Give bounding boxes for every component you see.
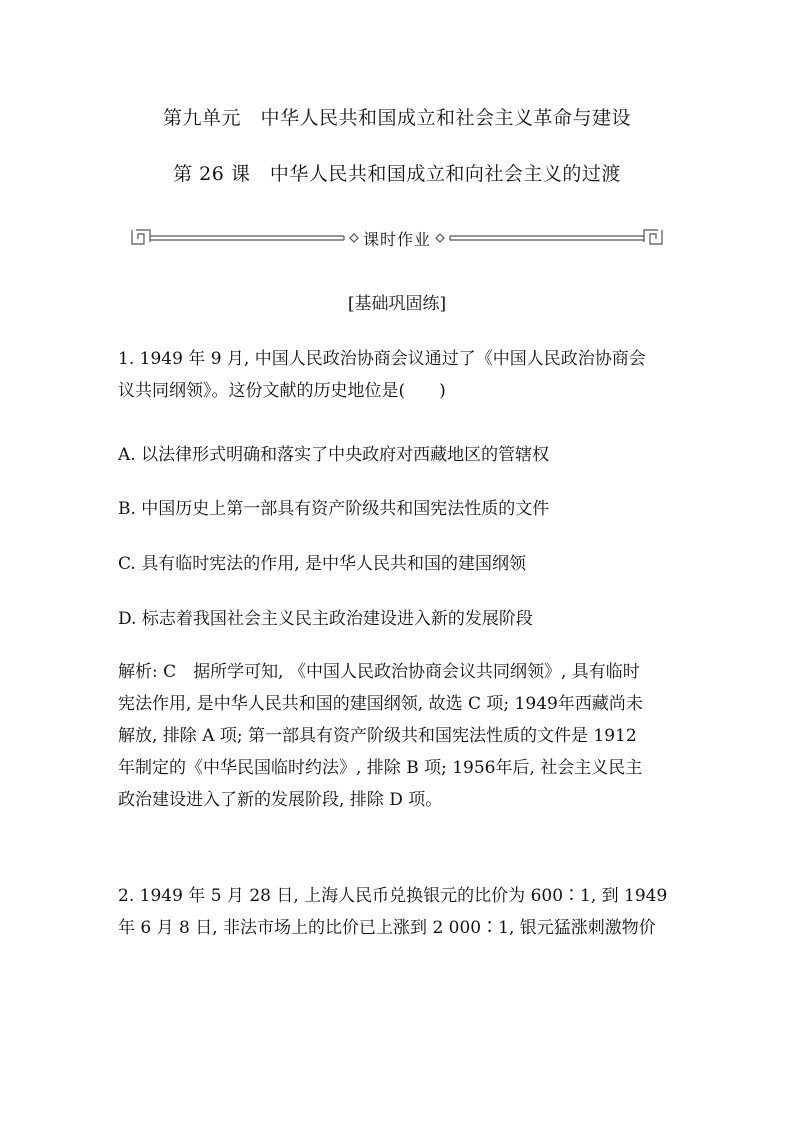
question-1-option-b: B. 中国历史上第一部具有资产阶级共和国宪法性质的文件 [118, 499, 550, 519]
lesson-title: 第 26 课 中华人民共和国成立和向社会主义的过渡 [173, 163, 621, 185]
question-1-option-a: A. 以法律形式明确和落实了中央政府对西藏地区的管辖权 [118, 445, 550, 465]
homework-banner [130, 222, 664, 254]
question-2-stem [118, 880, 678, 944]
banner-label: 课时作业 [362, 230, 431, 249]
question-1-stem [118, 343, 678, 407]
question-1-stem-line: 议共同纲领》。这份文献的历史地位是( ) [118, 381, 446, 401]
section-heading: [基础巩固练] [347, 294, 447, 314]
question-1-option-d: D. 标志着我国社会主义民主政治建设进入新的发展阶段 [118, 609, 533, 629]
question-1-stem-line: 1. 1949 年 9 月, 中国人民政治协商会议通过了《中国人民政治协商会 [118, 349, 646, 369]
question-2-stem-line: 2. 1949 年 5 月 28 日, 上海人民币兑换银元的比价为 600∶1, 到 1949 [118, 886, 668, 906]
analysis-line: 年制定的《中华民国临时约法》, 排除 B 项; 1956年后, 社会主义民主 [118, 758, 643, 778]
analysis-line: 宪法作用, 是中华人民共和国的建国纲领, 故选 C 项; 1949年西藏尚未 [118, 694, 643, 714]
question-1-analysis [118, 656, 678, 816]
question-1-option-c: C. 具有临时宪法的作用, 是中华人民共和国的建国纲领 [118, 554, 527, 574]
question-2-stem-line: 年 6 月 8 日, 非法市场上的比价已上涨到 2 000∶1, 银元猛涨刺激物价 [118, 918, 656, 938]
analysis-line: 解析: C 据所学可知, 《中国人民政治协商会议共同纲领》, 具有临时 [118, 662, 640, 682]
unit-title: 第九单元 中华人民共和国成立和社会主义革命与建设 [162, 107, 631, 129]
analysis-line: 政治建设进入了新的发展阶段, 排除 D 项。 [118, 790, 443, 810]
analysis-line: 解放, 排除 A 项; 第一部具有资产阶级共和国宪法性质的文件是 1912 [118, 726, 637, 746]
